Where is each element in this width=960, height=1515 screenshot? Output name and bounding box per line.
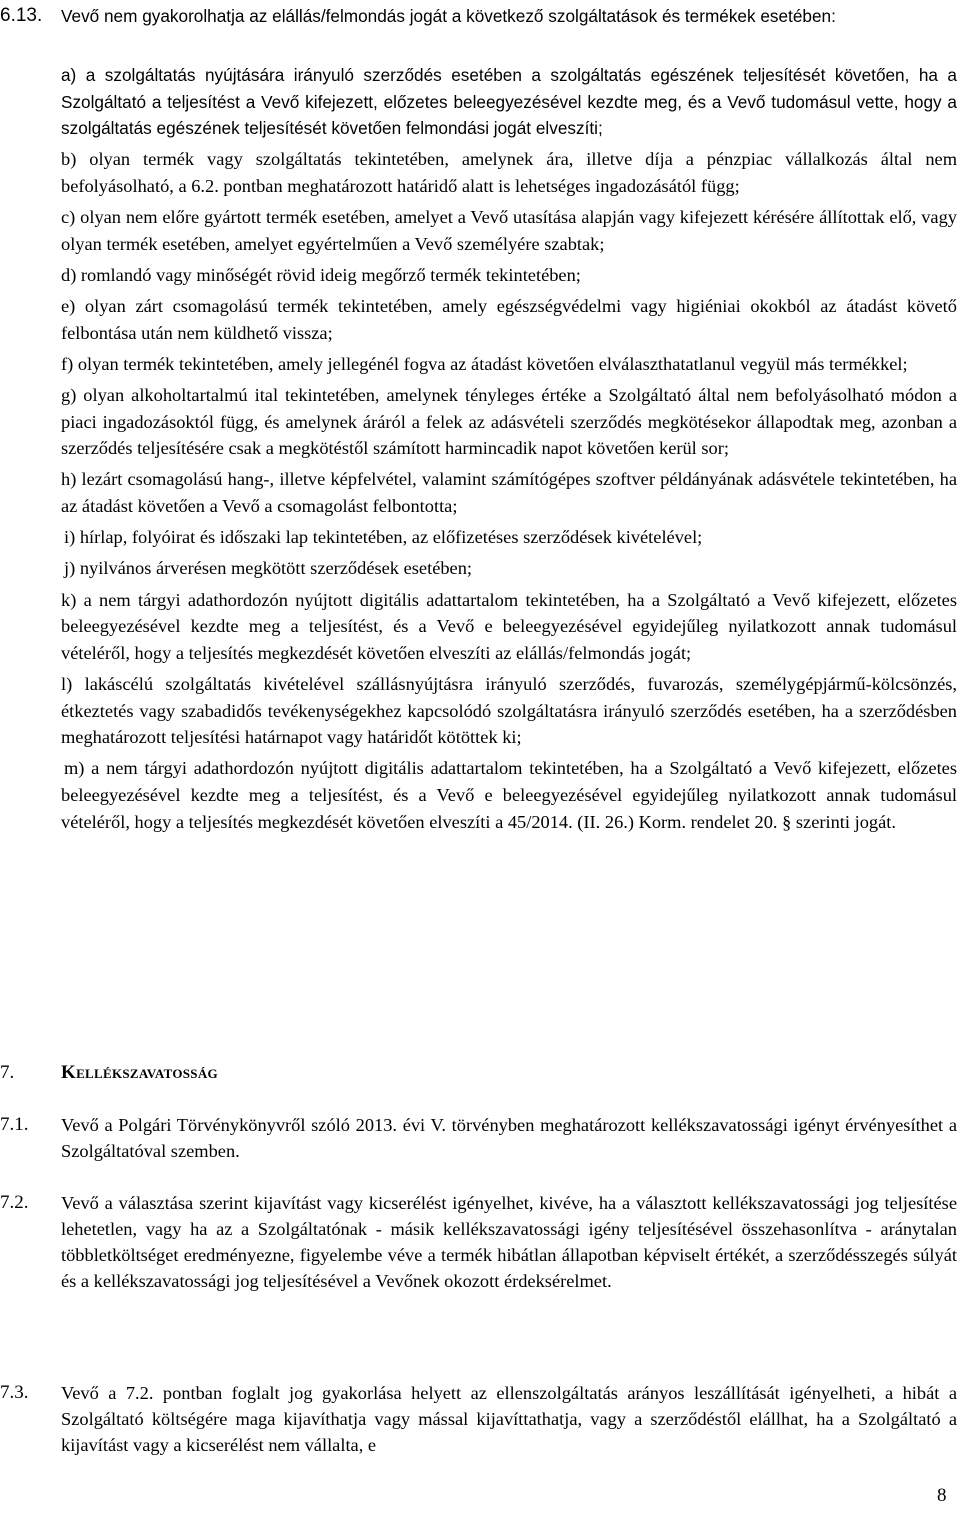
section-7-3: [0, 1380, 960, 1458]
list-item-h: h) lezárt csomagolású hang-, illetve képfelvétel, valamint számítógépes szoftver példányának adásvétele tekintetében, ha az átadást követően a Vevő a csomagolást felbontotta;: [61, 469, 957, 517]
section-intro-paragraph: Vevő nem gyakorolhatja az elállás/felmondás jogát a következő szolgáltatások és termékek esetében:: [61, 6, 836, 26]
list-item-c: c) olyan nem előre gyártott termék esetében, amelyet a Vevő utasítása alapján vagy kifejezett kérésére állítottak elő, vagy olyan termék esetében, amelyet egyértelműen a Vevő személyére szabtak;: [61, 207, 957, 254]
exception-list: [0, 62, 960, 835]
section-paragraph: Vevő a 7.2. pontban foglalt jog gyakorlása helyett az ellenszolgáltatás arányos leszállítását igényelheti, a hibát a Szolgáltató költségére maga kijavíthatja vagy mással kijavíttathatja, vagy a szerződéstől elállhat, ha a Szolgáltató a kijavítást vagy a kicserélést nem vállalta, e: [61, 1383, 957, 1455]
list-item-l: l) lakáscélú szolgáltatás kivételével szállásnyújtásra irányuló szerződés, fuvarozás, személygépjármű-kölcsönzés, étkeztetés vagy szabadidős tevékenységekhez kapcsolódó szolgáltatásra irányuló szerződés esetében, ha a szerződésben meghatározott teljesítési határnapot vagy határidőt kötöttek ki;: [61, 674, 957, 748]
section-number: 6.13.: [0, 5, 43, 26]
list-item-d: d) romlandó vagy minőségét rövid ideig megőrző termék tekintetében;: [61, 264, 581, 285]
section-7-2: [0, 1190, 960, 1294]
section-number: 7.3.: [0, 1382, 29, 1403]
list-item-e: e) olyan zárt csomagolású termék tekintetében, amely egészségvédelmi vagy higiéniai okokból az átadást követő felbontása után nem küldhető vissza;: [61, 296, 957, 343]
section-number: 7.2.: [0, 1192, 29, 1213]
list-item-j: j) nyilvános árverésen megkötött szerződések esetében;: [64, 558, 473, 579]
section-6-13: [0, 3, 960, 29]
list-item-f: f) olyan termék tekintetében, amely jellegénél fogva az átadást követően elválaszthatatlanul vegyül más termékkel;: [61, 353, 908, 374]
list-item-a: a) a szolgáltatás nyújtására irányuló szerződés esetében a szolgáltatás egészének teljesítését követően, ha a Szolgáltató a teljesítést a Vevő kifejezett, előzetes beleegyezésével kezdte meg, és a Vevő tudomásul vette, hogy a szolgáltatás egészének teljesítését követően felmondási jogát elveszíti;: [61, 65, 957, 139]
section-paragraph: Vevő a választása szerint kijavítást vagy kicserélést igényelhet, kivéve, ha a választott kellékszavatossági jog teljesítése lehetetlen, vagy ha az a Szolgáltatónak - másik kellékszavatossági igény teljesítésével összehasonlítva - aránytalan többletköltséget eredményezne, figyelembe véve a termék hibátlan állapotban képviselt értékét, a szerződésszegés súlyát és a kellékszavatossági jog teljesítésével a Vevőnek okozott érdeksérelmet.: [61, 1193, 957, 1291]
heading-title: Kellékszavatosság: [61, 1062, 218, 1083]
section-7-1: [0, 1112, 960, 1164]
page-number: 8: [937, 1485, 947, 1506]
list-item-k: k) a nem tárgyi adathordozón nyújtott digitális adattartalom tekintetében, ha a Szolgáltató a Vevő kifejezett, előzetes beleegyezésével kezdte meg a teljesítést, és a Vevő e beleegyezésével egyidejűleg nyilatkozott annak tudomásul vételéről, hogy a teljesítés megkezdését követően elveszíti az elállás/felmondás jogát;: [61, 589, 957, 663]
list-item-i: i) hírlap, folyóirat és időszaki lap tekintetében, az előfizetéses szerződések kivételével;: [64, 527, 703, 548]
section-paragraph: Vevő a Polgári Törvénykönyvről szóló 2013. évi V. törvényben meghatározott kellékszavatossági igényt érvényesíthet a Szolgáltatóval szemben.: [61, 1115, 957, 1161]
list-item-m: m) a nem tárgyi adathordozón nyújtott digitális adattartalom tekintetében, ha a Szolgáltató a Vevő kifejezett, előzetes beleegyezésével kezdte meg a teljesítést, és a Vevő e beleegyezésével egyidejűleg nyilatkozott annak tudomásul vételéről, hogy a teljesítés megkezdését követően elveszíti a 45/2014. (II. 26.) Korm. rendelet 20. § szerinti jogát.: [61, 758, 957, 832]
list-item-b: b) olyan termék vagy szolgáltatás tekintetében, amelynek ára, illetve díja a pénzpiac vállalkozás által nem befolyásolható, a 6.2. pontban meghatározott határidő alatt is lehetséges ingadozásától függ;: [61, 149, 957, 196]
section-number: 7.1.: [0, 1114, 29, 1135]
heading-number: 7.: [0, 1062, 15, 1083]
list-item-g: g) olyan alkoholtartalmú ital tekintetében, amelynek tényleges értéke a Szolgáltató által nem befolyásolható módon a piaci ingadozásoktól függ, és amelynek áráról a felek az adásvételi szerződés megkötésekor állapodtak meg, azonban a szerződés teljesítésére csak a megkötéstől számított harmincadik napot követően kerül sor;: [61, 385, 957, 459]
